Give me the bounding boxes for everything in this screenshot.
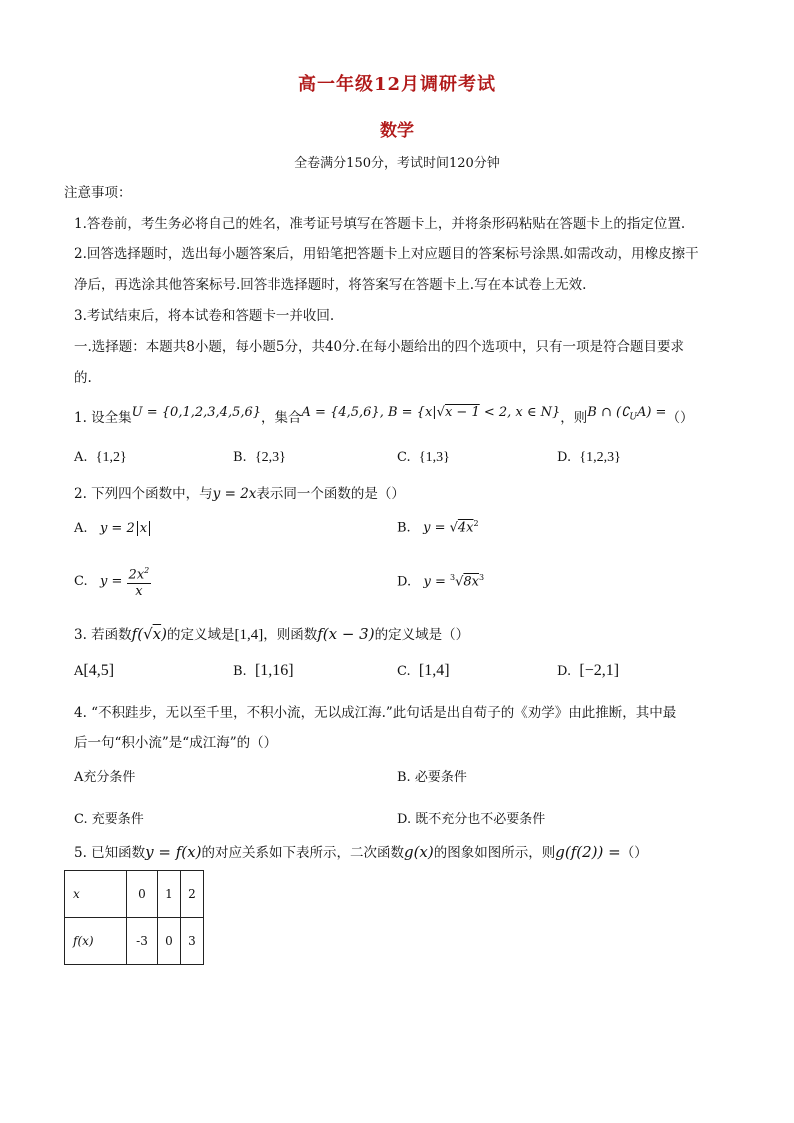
q3-option-a[interactable]: [74, 662, 114, 680]
q3-option-c[interactable]: [397, 662, 450, 680]
q2-option-c-label: C.: [74, 574, 88, 590]
q3-mid2: ，则函数: [263, 627, 318, 643]
q3-f1-close: ): [161, 625, 167, 643]
q1-radicand: x − 1: [444, 405, 480, 420]
q2-option-c-numerator: $2x^2$: [127, 563, 152, 584]
q2-option-c[interactable]: [74, 563, 151, 600]
q2-function: y = 2x: [212, 486, 257, 502]
q1-option-d-value: {1,2,3}: [579, 450, 621, 465]
q3-option-b[interactable]: [233, 662, 294, 680]
q3-option-d-label: D.: [557, 664, 572, 679]
q1-expression: [587, 405, 667, 423]
q3-option-a-value: [4,5]: [83, 662, 115, 679]
q1-option-c[interactable]: [397, 450, 450, 466]
table-cell: 1: [158, 871, 181, 918]
table-row: [65, 871, 204, 918]
q1-option-d[interactable]: [557, 450, 621, 466]
q3-mid: 的定义域是: [166, 627, 235, 643]
q1-option-c-label: C.: [397, 450, 411, 465]
function-table: [64, 870, 204, 965]
q2-option-a-label: A.: [74, 521, 88, 536]
q3-option-b-label: B.: [233, 664, 247, 679]
q1-option-a[interactable]: [74, 450, 127, 466]
note-1: 1.答卷前，考生务必将自己的姓名，准考证号填写在答题卡上，并将条形码粘贴在答题卡上的指定位置.: [74, 216, 686, 232]
q2-option-d-index: 3: [450, 573, 456, 582]
q1-universal-set: U = {0,1,2,3,4,5,6}: [131, 405, 262, 420]
question-3: [74, 624, 469, 645]
q5-function: y = f(x): [145, 843, 202, 861]
q1-expr-end: A) =: [636, 405, 667, 420]
q1-expr-start: B ∩ (: [587, 405, 622, 420]
q3-option-d-value: [−2,1]: [579, 662, 620, 679]
question-2: [74, 484, 405, 504]
q1-paren: （）: [666, 410, 694, 426]
exam-info: 全卷满分150分，考试时间120分钟: [294, 156, 500, 171]
question-4-line1: 4. “不积跬步，无以至千里，不积小流，无以成江海.”此句话是出自荀子的《劝学》由此推断，其中最: [74, 705, 677, 721]
q2-option-a[interactable]: [74, 521, 150, 536]
q2-option-d-y: y =: [423, 574, 446, 590]
table-cell: f(x): [65, 918, 127, 965]
q2-option-a-y: y = 2: [99, 521, 135, 536]
q2-option-b-y: y =: [423, 520, 446, 536]
q4-option-a[interactable]: A充分条件: [74, 770, 136, 785]
q3-prefix: 3. 若函数: [74, 627, 132, 643]
section1-line1: 一.选择题：本题共8小题，每小题5分，共40分.在每小题给出的四个选项中，只有一项是符合题目要求: [74, 339, 684, 355]
q1-option-a-value: {1,2}: [95, 450, 127, 465]
q3-f2: f(x − 3): [317, 625, 375, 643]
q5-expression: g(f(2)) =: [555, 843, 621, 861]
q3-option-b-value: [1,16]: [254, 662, 294, 679]
q3-f1: f(√x): [131, 625, 167, 643]
note-2a: 2.回答选择题时，选出每小题答案后，用铅笔把答题卡上对应题目的答案标号涂黑.如需改动，用橡皮擦干: [74, 246, 699, 262]
q2-option-d-label: D.: [397, 574, 412, 590]
table-cell: 0: [127, 871, 158, 918]
q2-option-d-radicand: 8x: [463, 574, 480, 590]
q1-option-b-value: {2,3}: [254, 450, 286, 465]
q3-option-d[interactable]: [557, 662, 619, 680]
q3-option-c-label: C.: [397, 664, 411, 679]
q5-g: g(x): [403, 843, 434, 861]
q1-complement-symbol: ∁: [621, 405, 630, 420]
table-cell: 3: [181, 918, 204, 965]
q2-suffix: 表示同一个函数的是（）: [256, 486, 405, 502]
q1-mid: ，集合: [261, 410, 302, 426]
q2-option-d[interactable]: D. $y = ^3√8x^3$: [397, 573, 485, 590]
q1-ab-tail: < 2, x ∈ N}: [479, 405, 561, 420]
question-4-line2: 后一句“积小流”是“成江海”的（）: [74, 735, 278, 751]
q2-option-b[interactable]: B. $y = √4x^2$: [397, 519, 479, 536]
table-cell: -3: [127, 918, 158, 965]
note-3: 3.考试结束后，将本试卷和答题卡一并收回.: [74, 308, 335, 324]
q2-option-c-denominator: x: [135, 584, 143, 600]
exam-title: 高一年级12月调研考试: [297, 74, 497, 95]
table-cell: 2: [181, 871, 204, 918]
q1-option-b-label: B.: [233, 450, 247, 465]
q1-option-a-label: A.: [74, 450, 88, 465]
q5-suffix: （）: [620, 845, 648, 861]
q1-option-d-label: D.: [557, 450, 572, 465]
table-row: [65, 918, 204, 965]
q4-option-d[interactable]: D. 既不充分也不必要条件: [397, 812, 546, 827]
q2-option-b-radicand: 4x: [457, 520, 474, 536]
q1-prefix: 1. 设全集: [74, 410, 132, 426]
question-5: [74, 842, 648, 863]
q1-complement-sub: U: [629, 412, 637, 423]
section1-line2: 的.: [74, 370, 92, 386]
q5-prefix: 5. 已知函数: [74, 845, 146, 861]
q1-option-c-value: {1,3}: [418, 450, 450, 465]
table-cell: x: [65, 871, 127, 918]
q3-f1-radicand: x: [152, 625, 162, 643]
question-1: [74, 405, 694, 434]
q3-option-c-value: [1,4]: [418, 662, 450, 679]
q3-suffix: 的定义域是（）: [374, 627, 470, 643]
table-cell: 0: [158, 918, 181, 965]
q4-option-c[interactable]: C. 充要条件: [74, 812, 144, 827]
notes-heading: 注意事项：: [64, 185, 132, 201]
q2-option-b-label: B.: [397, 520, 411, 536]
note-2b: 净后，再选涂其他答案标号.回答非选择题时，将答案写在答题卡上.写在本试卷上无效.: [74, 277, 587, 293]
q2-prefix: 2. 下列四个函数中，与: [74, 486, 213, 502]
q3-f1-open: f(: [131, 625, 144, 643]
q5-mid: 的对应关系如下表所示，二次函数: [201, 845, 404, 861]
q1-then: ，则: [560, 410, 588, 426]
q2-option-c-y: y =: [100, 574, 123, 590]
q1-ab-text: A = {4,5,6}, B = {x|: [301, 405, 437, 420]
q3-option-a-label: A: [74, 664, 84, 679]
q5-mid2: 的图象如图所示，则: [433, 845, 556, 861]
q1-sets: A = {4,5,6}, B = {x|√x − 1 < 2, x ∈ N}: [301, 405, 561, 420]
q1-option-b[interactable]: [233, 450, 286, 466]
subject-title: 数学: [380, 121, 414, 141]
q2-option-a-abs: x: [137, 521, 150, 536]
q4-option-b[interactable]: B. 必要条件: [397, 770, 467, 785]
q3-domain: [1,4]: [234, 627, 264, 643]
